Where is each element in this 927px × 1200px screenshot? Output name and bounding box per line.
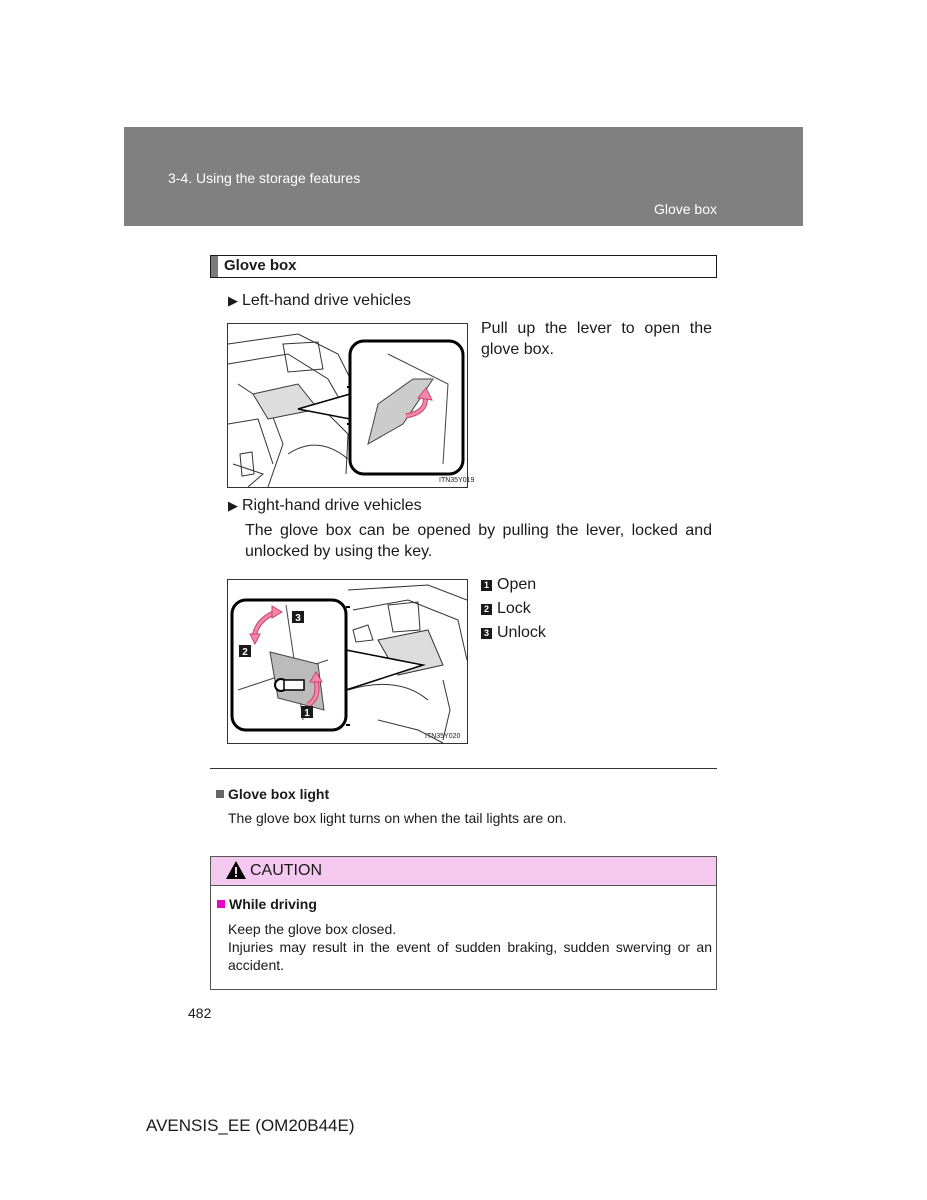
callout-3: 3 bbox=[295, 613, 301, 624]
legend-number: 3 bbox=[481, 628, 492, 639]
rhd-illustration bbox=[227, 579, 468, 744]
caution-line-1: Keep the glove box closed. bbox=[228, 921, 397, 937]
divider bbox=[210, 768, 717, 769]
rhd-label: ▶ Right-hand drive vehicles bbox=[228, 497, 422, 514]
triangle-bullet-icon: ▶ bbox=[228, 498, 238, 513]
caution-box bbox=[210, 856, 717, 990]
square-bullet-icon bbox=[216, 790, 224, 798]
section-heading: Glove box bbox=[224, 257, 297, 274]
rhd-instruction: The glove box can be opened by pulling the lever, locked and unlocked by using the key. bbox=[245, 522, 712, 560]
legend-item-open: 1 Open bbox=[481, 576, 536, 594]
lhd-instruction: Pull up the lever to open the glove box. bbox=[481, 320, 712, 358]
rhd-dashboard-drawing bbox=[228, 580, 467, 743]
caution-line-2: Injuries may result in the event of sudden braking, sudden swerving or an accident. bbox=[228, 939, 712, 973]
rhd-figure-code: ITN35Y020 bbox=[425, 733, 461, 740]
light-heading: Glove box light bbox=[216, 786, 329, 802]
manual-footer: AVENSIS_EE (OM20B44E) bbox=[146, 1116, 355, 1135]
caution-title: CAUTION bbox=[250, 862, 322, 879]
lhd-dashboard-drawing bbox=[228, 324, 467, 487]
page-topic-title: Glove box bbox=[653, 201, 717, 217]
legend-item-lock: 2 Lock bbox=[481, 600, 531, 618]
lhd-label: ▶ Left-hand drive vehicles bbox=[228, 292, 411, 309]
light-description: The glove box light turns on when the tail lights are on. bbox=[228, 810, 567, 826]
lhd-illustration bbox=[227, 323, 468, 488]
legend-number: 2 bbox=[481, 604, 492, 615]
page-number: 482 bbox=[188, 1005, 212, 1021]
chapter-header bbox=[124, 127, 803, 226]
caution-title-bar bbox=[211, 857, 716, 886]
legend-number: 1 bbox=[481, 580, 492, 591]
section-label: 3-4. Using the storage features bbox=[168, 170, 361, 186]
callout-1: 1 bbox=[304, 708, 310, 719]
warning-triangle-icon bbox=[225, 860, 247, 880]
callout-2: 2 bbox=[242, 647, 248, 658]
caution-heading: While driving bbox=[217, 896, 317, 912]
heading-accent-bar bbox=[211, 256, 218, 277]
square-bullet-icon bbox=[217, 900, 225, 908]
legend-item-unlock: 3 Unlock bbox=[481, 624, 546, 642]
section-heading-box bbox=[210, 255, 717, 278]
triangle-bullet-icon: ▶ bbox=[228, 293, 238, 308]
lhd-figure-code: ITN35Y019 bbox=[439, 477, 475, 484]
